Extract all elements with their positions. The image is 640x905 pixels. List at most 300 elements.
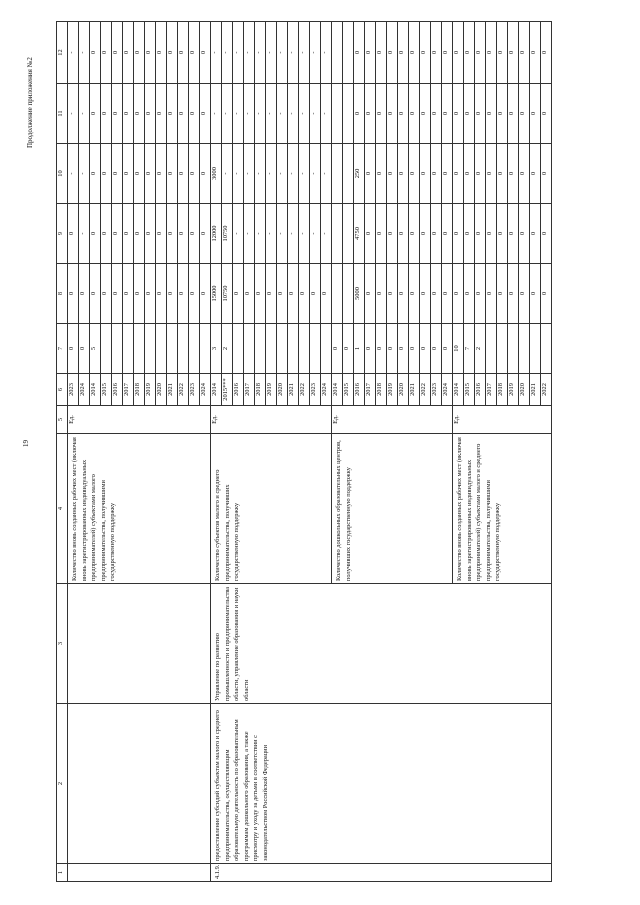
value-cell: 0 — [519, 22, 530, 84]
value-cell: 0 — [420, 204, 431, 264]
value-cell: 0 — [189, 264, 200, 324]
value-cell — [299, 324, 310, 374]
value-cell: 0 — [233, 264, 244, 324]
value-cell: 2016 — [475, 374, 486, 406]
value-cell: 2017 — [486, 374, 497, 406]
value-cell: 2021 — [167, 374, 178, 406]
value-cell: 15000 — [211, 264, 222, 324]
value-cell: 0 — [112, 144, 123, 204]
value-cell: 2017 — [365, 374, 376, 406]
value-cell: 2019 — [145, 374, 156, 406]
value-cell: 0 — [156, 22, 167, 84]
indicator-cell: Количество дошкольных образовательных центров, получивших государственную поддержку — [332, 434, 453, 584]
value-cell: 0 — [409, 204, 420, 264]
table-body — [68, 22, 552, 882]
value-cell: 2018 — [255, 374, 266, 406]
value-cell: 0 — [530, 204, 541, 264]
value-cell: 2022 — [299, 374, 310, 406]
header-cell: 10 — [57, 144, 68, 204]
value-cell — [277, 324, 288, 374]
value-cell: 2022 — [420, 374, 431, 406]
value-cell: 0 — [464, 204, 475, 264]
value-cell: 2024 — [442, 374, 453, 406]
header-cell: 1 — [57, 864, 68, 882]
value-cell: 2017 — [123, 374, 134, 406]
value-cell: 0 — [145, 84, 156, 144]
value-cell: 0 — [453, 204, 464, 264]
value-cell: - — [233, 22, 244, 84]
value-cell: 0 — [442, 84, 453, 144]
value-cell: 2015*** — [222, 374, 233, 406]
value-cell: 2023 — [68, 374, 79, 406]
value-cell: 2024 — [79, 374, 90, 406]
value-cell: - — [244, 84, 255, 144]
value-cell: - — [288, 84, 299, 144]
value-cell: - — [277, 22, 288, 84]
value-cell: 0 — [178, 264, 189, 324]
table-row — [68, 22, 79, 882]
number-cell — [68, 864, 211, 882]
value-cell: 0 — [365, 22, 376, 84]
value-cell: - — [277, 84, 288, 144]
value-cell: - — [266, 204, 277, 264]
value-cell: 0 — [123, 22, 134, 84]
value-cell: - — [68, 84, 79, 144]
value-cell: - — [255, 84, 266, 144]
header-cell: 6 — [57, 374, 68, 406]
value-cell: 0 — [68, 264, 79, 324]
indicator-cell: Количество вновь созданных рабочих мест (включая вновь зарегистрированных индивидуальных предпринимателей) субъектами малого предпринимательства, получившими государственную поддержку — [68, 434, 211, 584]
value-cell: 0 — [134, 84, 145, 144]
value-cell — [123, 324, 134, 374]
value-cell — [343, 22, 354, 84]
program-table — [56, 21, 552, 882]
value-cell: - — [79, 144, 90, 204]
value-cell: 0 — [387, 22, 398, 84]
value-cell: - — [310, 144, 321, 204]
value-cell: 2021 — [288, 374, 299, 406]
value-cell: 0 — [365, 144, 376, 204]
value-cell: 0 — [398, 84, 409, 144]
value-cell: 0 — [189, 144, 200, 204]
value-cell: 0 — [530, 264, 541, 324]
value-cell: 2016 — [354, 374, 365, 406]
value-cell — [156, 324, 167, 374]
value-cell: 0 — [376, 22, 387, 84]
value-cell: 0 — [442, 324, 453, 374]
value-cell: 0 — [453, 22, 464, 84]
value-cell: 0 — [420, 22, 431, 84]
value-cell — [255, 324, 266, 374]
value-cell: - — [222, 144, 233, 204]
value-cell: 0 — [310, 264, 321, 324]
number-cell: 4.1.9. — [211, 864, 552, 882]
unit-cell: Ед. — [453, 406, 552, 434]
value-cell: 0 — [79, 264, 90, 324]
value-cell: - — [288, 22, 299, 84]
value-cell: 0 — [68, 324, 79, 374]
value-cell: 0 — [90, 22, 101, 84]
value-cell — [486, 324, 497, 374]
value-cell: 0 — [398, 324, 409, 374]
value-cell — [310, 324, 321, 374]
value-cell: 0 — [530, 144, 541, 204]
value-cell: 2020 — [519, 374, 530, 406]
value-cell: 250 — [354, 144, 365, 204]
header-cell: 3 — [57, 584, 68, 704]
value-cell: 2021 — [530, 374, 541, 406]
value-cell: 0 — [178, 22, 189, 84]
value-cell: - — [211, 84, 222, 144]
value-cell: 0 — [299, 264, 310, 324]
value-cell: - — [266, 144, 277, 204]
value-cell: 0 — [134, 204, 145, 264]
value-cell — [145, 324, 156, 374]
value-cell: 0 — [68, 204, 79, 264]
value-cell: - — [233, 204, 244, 264]
table-row — [211, 22, 222, 882]
value-cell: - — [244, 144, 255, 204]
value-cell: 0 — [541, 22, 552, 84]
value-cell — [343, 84, 354, 144]
value-cell: - — [310, 204, 321, 264]
value-cell — [288, 324, 299, 374]
value-cell — [508, 324, 519, 374]
value-cell: - — [255, 144, 266, 204]
value-cell: 2018 — [134, 374, 145, 406]
value-cell: 0 — [90, 204, 101, 264]
value-cell: 0 — [200, 264, 211, 324]
value-cell: 5 — [90, 324, 101, 374]
header-cell: 8 — [57, 264, 68, 324]
value-cell: 2015 — [343, 374, 354, 406]
value-cell: - — [277, 144, 288, 204]
value-cell: 0 — [90, 84, 101, 144]
value-cell: 0 — [486, 264, 497, 324]
value-cell — [101, 324, 112, 374]
value-cell: 0 — [387, 144, 398, 204]
value-cell: 10750 — [222, 264, 233, 324]
value-cell: 0 — [112, 22, 123, 84]
value-cell — [167, 324, 178, 374]
value-cell: 2020 — [277, 374, 288, 406]
value-cell: 0 — [541, 84, 552, 144]
value-cell: 0 — [475, 144, 486, 204]
value-cell: 0 — [497, 144, 508, 204]
indicator-cell: Количество субъектов малого и среднего предпринимательства, получивших государственную поддержку — [211, 434, 332, 584]
value-cell: 0 — [200, 144, 211, 204]
value-cell: 0 — [178, 204, 189, 264]
value-cell: 0 — [376, 204, 387, 264]
value-cell: 0 — [486, 84, 497, 144]
value-cell: 0 — [200, 84, 211, 144]
value-cell: - — [233, 84, 244, 144]
value-cell: 0 — [354, 84, 365, 144]
value-cell: 2015 — [101, 374, 112, 406]
value-cell: 0 — [442, 204, 453, 264]
value-cell: 0 — [365, 324, 376, 374]
value-cell: 0 — [409, 324, 420, 374]
value-cell — [332, 204, 343, 264]
value-cell: 0 — [530, 84, 541, 144]
value-cell — [541, 324, 552, 374]
appendix-caption: Продолжение приложения №2 — [26, 57, 34, 148]
value-cell: - — [244, 204, 255, 264]
value-cell: 0 — [497, 84, 508, 144]
value-cell: 0 — [101, 204, 112, 264]
value-cell: - — [266, 22, 277, 84]
value-cell — [519, 324, 530, 374]
value-cell: 0 — [508, 84, 519, 144]
value-cell: 0 — [497, 22, 508, 84]
value-cell: 0 — [123, 144, 134, 204]
value-cell — [332, 84, 343, 144]
value-cell: - — [79, 84, 90, 144]
value-cell: 1 — [354, 324, 365, 374]
value-cell: 0 — [134, 264, 145, 324]
value-cell: 0 — [365, 84, 376, 144]
value-cell: 0 — [442, 144, 453, 204]
value-cell — [321, 324, 332, 374]
value-cell: 0 — [90, 264, 101, 324]
value-cell: 0 — [101, 84, 112, 144]
value-cell — [332, 264, 343, 324]
value-cell — [343, 144, 354, 204]
value-cell: 2020 — [156, 374, 167, 406]
value-cell: 0 — [112, 84, 123, 144]
value-cell: 0 — [112, 264, 123, 324]
value-cell: 0 — [409, 22, 420, 84]
value-cell: 0 — [420, 264, 431, 324]
value-cell: 0 — [442, 264, 453, 324]
value-cell: 0 — [376, 144, 387, 204]
value-cell: 0 — [486, 204, 497, 264]
value-cell: 7 — [464, 324, 475, 374]
executor-cell — [68, 584, 211, 704]
value-cell — [343, 264, 354, 324]
value-cell: - — [310, 22, 321, 84]
value-cell: - — [222, 22, 233, 84]
value-cell: 0 — [156, 264, 167, 324]
value-cell: 0 — [145, 22, 156, 84]
value-cell: 0 — [508, 22, 519, 84]
name-cell — [68, 704, 211, 864]
value-cell: 2 — [222, 324, 233, 374]
value-cell: 0 — [200, 204, 211, 264]
value-cell: 0 — [167, 22, 178, 84]
value-cell: 2015 — [464, 374, 475, 406]
value-cell: 2014 — [211, 374, 222, 406]
value-cell — [134, 324, 145, 374]
value-cell: 0 — [519, 84, 530, 144]
value-cell: 0 — [453, 264, 464, 324]
value-cell: 0 — [431, 22, 442, 84]
value-cell: 0 — [123, 84, 134, 144]
value-cell: 10 — [453, 324, 464, 374]
value-cell: 0 — [145, 264, 156, 324]
value-cell: 0 — [189, 84, 200, 144]
value-cell: 0 — [475, 22, 486, 84]
value-cell — [332, 144, 343, 204]
value-cell: 2019 — [387, 374, 398, 406]
value-cell: 0 — [387, 264, 398, 324]
value-cell: 10750 — [222, 204, 233, 264]
value-cell: 0 — [409, 264, 420, 324]
value-cell: 0 — [497, 204, 508, 264]
value-cell: 0 — [420, 324, 431, 374]
value-cell: - — [79, 22, 90, 84]
value-cell: 0 — [508, 264, 519, 324]
value-cell: 0 — [541, 264, 552, 324]
value-cell: 0 — [431, 204, 442, 264]
value-cell: - — [299, 144, 310, 204]
value-cell — [497, 324, 508, 374]
value-cell: 0 — [530, 22, 541, 84]
header-cell: 12 — [57, 22, 68, 84]
value-cell: 0 — [101, 264, 112, 324]
value-cell: - — [68, 22, 79, 84]
value-cell: 0 — [431, 84, 442, 144]
value-cell: 0 — [255, 264, 266, 324]
value-cell: - — [277, 204, 288, 264]
value-cell: 0 — [365, 204, 376, 264]
value-cell: 0 — [398, 264, 409, 324]
value-cell: - — [211, 22, 222, 84]
value-cell: 0 — [156, 84, 167, 144]
value-cell: 0 — [431, 144, 442, 204]
value-cell: 0 — [409, 144, 420, 204]
value-cell — [233, 324, 244, 374]
value-cell — [244, 324, 255, 374]
unit-cell: Ед. — [68, 406, 211, 434]
header-cell: 11 — [57, 84, 68, 144]
value-cell: 12000 — [211, 204, 222, 264]
value-cell: 2016 — [112, 374, 123, 406]
value-cell: 0 — [167, 204, 178, 264]
value-cell: 2014 — [332, 374, 343, 406]
value-cell: 0 — [134, 144, 145, 204]
value-cell: 0 — [387, 204, 398, 264]
value-cell: 0 — [486, 22, 497, 84]
value-cell: - — [222, 84, 233, 144]
value-cell: 0 — [453, 84, 464, 144]
value-cell: 0 — [475, 84, 486, 144]
value-cell: 0 — [288, 264, 299, 324]
value-cell: 2017 — [244, 374, 255, 406]
value-cell: 0 — [167, 264, 178, 324]
value-cell: - — [68, 144, 79, 204]
header-cell: 2 — [57, 704, 68, 864]
value-cell: 2023 — [431, 374, 442, 406]
value-cell: 0 — [387, 84, 398, 144]
indicator-cell: Количество вновь созданных рабочих мест (включая вновь зарегистрированных индивидуальных предпринимателей) субъектами малого и среднего предпринимательства, получившими государственную поддержку — [453, 434, 552, 584]
value-cell: 0 — [541, 204, 552, 264]
value-cell: 0 — [519, 144, 530, 204]
value-cell: 0 — [420, 84, 431, 144]
value-cell: 0 — [519, 204, 530, 264]
value-cell: 0 — [244, 264, 255, 324]
value-cell — [530, 324, 541, 374]
value-cell: 2018 — [376, 374, 387, 406]
value-cell: 2022 — [541, 374, 552, 406]
value-cell: 0 — [453, 144, 464, 204]
value-cell: - — [266, 84, 277, 144]
unit-cell: Ед. — [332, 406, 453, 434]
value-cell: 0 — [123, 204, 134, 264]
value-cell — [189, 324, 200, 374]
header-cell: 9 — [57, 204, 68, 264]
value-cell: 0 — [321, 264, 332, 324]
value-cell: 2016 — [233, 374, 244, 406]
value-cell: 4750 — [354, 204, 365, 264]
header-cell: 4 — [57, 434, 68, 584]
value-cell: 2023 — [310, 374, 321, 406]
value-cell: 0 — [134, 22, 145, 84]
value-cell: - — [255, 22, 266, 84]
value-cell: - — [299, 84, 310, 144]
value-cell: 0 — [398, 22, 409, 84]
value-cell: 0 — [101, 22, 112, 84]
value-cell: 0 — [420, 144, 431, 204]
value-cell: 0 — [90, 144, 101, 204]
value-cell — [200, 324, 211, 374]
value-cell: 2019 — [266, 374, 277, 406]
value-cell: 0 — [178, 84, 189, 144]
value-cell — [112, 324, 123, 374]
value-cell: 0 — [519, 264, 530, 324]
value-cell: 0 — [376, 324, 387, 374]
value-cell: 0 — [464, 144, 475, 204]
value-cell — [266, 324, 277, 374]
value-cell: 0 — [376, 264, 387, 324]
value-cell: - — [233, 144, 244, 204]
value-cell: 0 — [508, 204, 519, 264]
value-cell: - — [244, 22, 255, 84]
value-cell: 0 — [79, 324, 90, 374]
value-cell: 0 — [431, 324, 442, 374]
header-cell: 7 — [57, 324, 68, 374]
value-cell: 0 — [464, 22, 475, 84]
value-cell: 0 — [123, 264, 134, 324]
name-cell: предоставление субсидий субъектам малого и среднего предпринимательства, осуществляющим образовательную деятельность по образовательным программам дошкольного образования, а также присмотру и уходу за детьми в соответствии с законодательством Российской Федерации — [211, 704, 552, 864]
value-cell: 2021 — [409, 374, 420, 406]
value-cell: 0 — [497, 264, 508, 324]
value-cell: 0 — [442, 22, 453, 84]
value-cell: - — [321, 144, 332, 204]
value-cell: 2014 — [453, 374, 464, 406]
value-cell: 0 — [398, 204, 409, 264]
value-cell: - — [299, 22, 310, 84]
value-cell: 2 — [475, 324, 486, 374]
value-cell: 2019 — [508, 374, 519, 406]
rotated-table-area — [56, 22, 576, 882]
value-cell: 0 — [167, 84, 178, 144]
value-cell: 2024 — [321, 374, 332, 406]
value-cell: 0 — [167, 144, 178, 204]
value-cell: 0 — [178, 144, 189, 204]
value-cell: 0 — [508, 144, 519, 204]
value-cell: 0 — [277, 264, 288, 324]
value-cell: 0 — [343, 324, 354, 374]
value-cell: 0 — [354, 22, 365, 84]
value-cell: 0 — [475, 204, 486, 264]
value-cell: 0 — [189, 204, 200, 264]
value-cell: - — [321, 204, 332, 264]
page-number: 19 — [22, 440, 30, 447]
value-cell — [178, 324, 189, 374]
value-cell: - — [288, 204, 299, 264]
value-cell: 0 — [101, 144, 112, 204]
